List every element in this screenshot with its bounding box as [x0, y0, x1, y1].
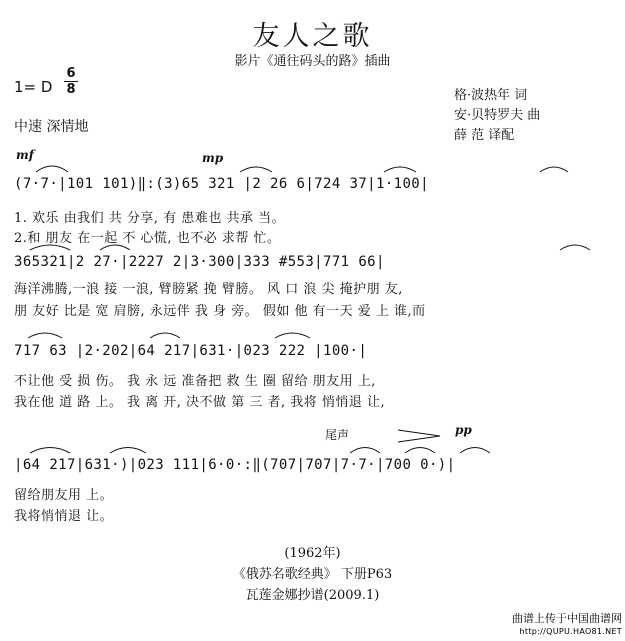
slur-arc — [405, 448, 435, 454]
coda-label: 尾声 — [325, 428, 350, 442]
score-line-3: 717 63 |2·202|64 217|631·|023 222 |100·| — [14, 343, 368, 359]
footer-year: (1962年) — [284, 546, 341, 561]
song-title: 友人之歌 — [252, 21, 373, 52]
lyric-line-2-verse-2: 朋 友好 比是 宽 肩膀, 永远伴 我 身 旁。 假如 他 有一天 爱 上 谁,而 — [14, 304, 426, 319]
lyric-line-4-verse-2: 我将悄悄退 让。 — [14, 509, 114, 524]
slur-arc — [30, 245, 70, 250]
watermark-text: 曲谱上传于中国曲谱网 — [512, 612, 622, 625]
slur-arc — [460, 448, 490, 454]
dynamic-pp: pp — [455, 423, 472, 437]
slur-arc — [100, 245, 130, 250]
slur-arc — [36, 166, 68, 172]
slur-arc — [30, 448, 70, 454]
slur-arc — [350, 448, 380, 454]
footer-source: 《俄苏名歌经典》 下册P63 — [232, 567, 393, 582]
slur-arc — [240, 167, 272, 172]
lyric-line-2-verse-1: 海洋沸腾,一浪 接 一浪, 臂膀紧 挽 臂膀。 风 口 浪 尖 掩护朋 友, — [14, 282, 403, 297]
score-line-1: (7·7·|101 101)‖:(3)65 321 |2 26 6|724 37|1·100| — [14, 176, 429, 192]
slur-arc — [110, 448, 146, 454]
song-subtitle: 影片《通往码头的路》插曲 — [234, 54, 391, 69]
lyricist-credit: 格·波热年 词 — [454, 88, 528, 103]
slur-arc — [28, 333, 62, 338]
slur-arc — [150, 333, 180, 338]
lyric-line-1-verse-1: 1. 欢乐 由我们 共 分享, 有 患难也 共承 当。 — [14, 211, 286, 226]
dynamic-mp: mp — [202, 151, 224, 165]
time-signature-top: 6 — [66, 66, 76, 81]
footer-transcriber: 瓦莲金娜抄谱(2009.1) — [245, 588, 380, 603]
lyric-line-3-verse-1: 不让他 受 损 伤。 我 永 远 准备把 救 生 圈 留给 朋友用 上, — [14, 374, 376, 389]
translator-credit: 薛 范 译配 — [454, 128, 515, 143]
slur-arc — [384, 167, 416, 172]
composer-credit: 安·贝特罗夫 曲 — [454, 108, 541, 123]
slur-arc — [540, 167, 568, 172]
tempo-marking: 中速 深情地 — [14, 119, 89, 135]
watermark-url: http://QUPU.HAO81.NET — [519, 627, 622, 636]
key-signature: 1= D — [14, 78, 53, 96]
lyric-line-1-verse-2: 2.和 朋友 在一起 不 心慌, 也不必 求帮 忙。 — [14, 231, 281, 246]
lyric-line-3-verse-2: 我在他 道 路 上。 我 离 开, 决不做 第 三 者, 我将 悄悄退 让, — [14, 395, 386, 410]
dynamic-mf: mf — [16, 148, 34, 162]
slur-arc — [275, 333, 310, 338]
slur-arc — [560, 245, 590, 250]
time-signature-bottom: 8 — [66, 82, 76, 97]
lyric-line-4-verse-1: 留给朋友用 上。 — [14, 488, 114, 503]
hairpin-decrescendo — [398, 430, 440, 442]
score-line-2: 365321|2 27·|2227 2|3·300|333 #553|771 66| — [14, 254, 385, 270]
score-line-4: |64 217|631·)|023 111|6·0·:‖(707|707|7·7·|700 0·)| — [14, 457, 456, 473]
